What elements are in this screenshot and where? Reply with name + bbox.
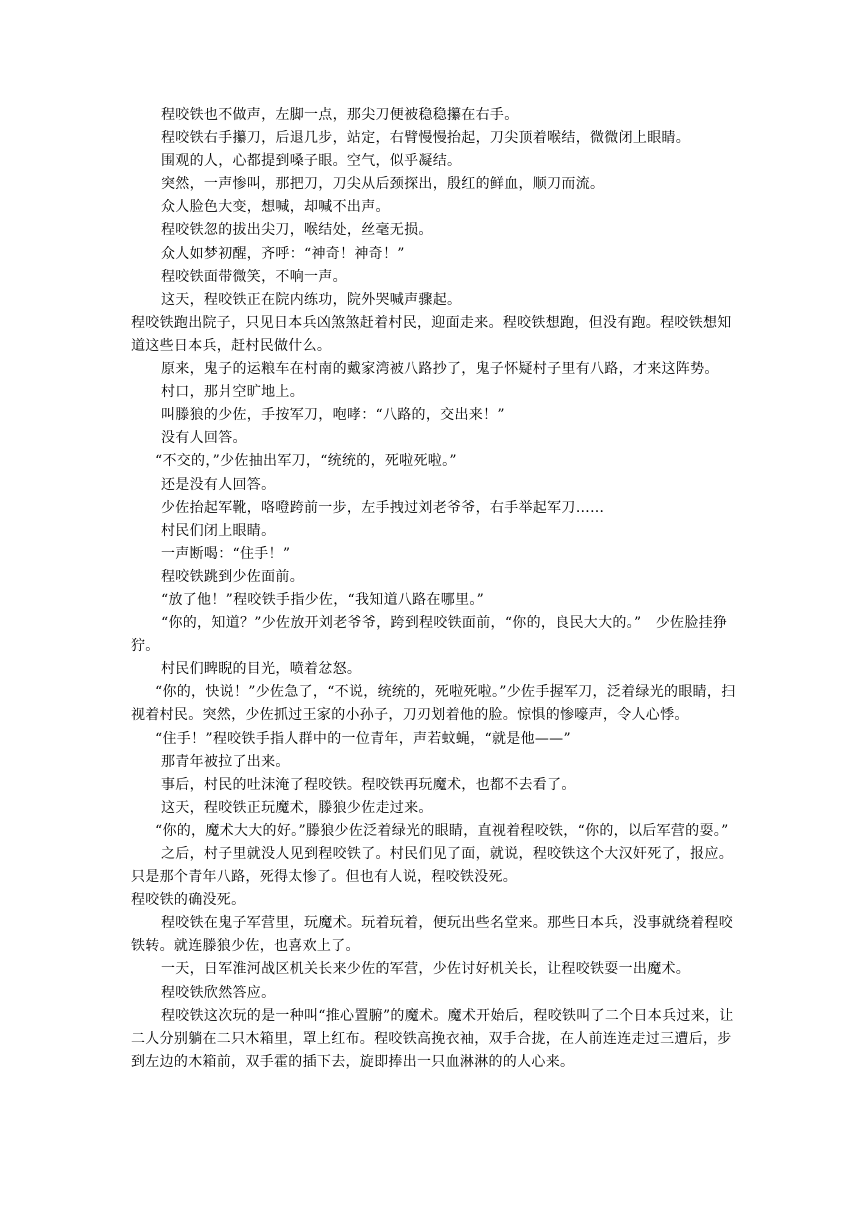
paragraph: 那青年被拉了出来。 bbox=[161, 753, 290, 770]
paragraph: 村民们睥睨的目光，喷着忿怒。 bbox=[161, 661, 362, 678]
paragraph: “住手！”程咬铁手指人群中的一位青年，声若蚊蝇，“就是他——” bbox=[155, 730, 571, 747]
paragraph: 程咬铁跳到少佐面前。 bbox=[161, 568, 304, 585]
paragraph: 众人脸色大变，想喊，却喊不出声。 bbox=[161, 199, 390, 216]
paragraph: 叫滕狼的少佐，手按军刀，咆哮：“八路的，交出来！” bbox=[161, 407, 505, 424]
paragraph: 突然，一声惨叫，那把刀，刀尖从后颈探出，殷红的鲜血，顺刀而流。 bbox=[161, 176, 605, 193]
paragraph: 没有人回答。 bbox=[161, 430, 247, 447]
paragraph: 原来，鬼子的运粮车在村南的戴家湾被八路抄了，鬼子怀疑村子里有八路，才来这阵势。 bbox=[161, 361, 719, 378]
paragraph: 程咬铁这次玩的是一种叫“推心置腑”的魔术。魔术开始后，程咬铁叫了二个日本兵过来，让二人分别躺在二只木箱里，罩上红布。程咬铁高挽衣袖，双手合拢，在人前连连走过三遭后，步到左边的木箱前，双手霍的插下去，旋即捧出一只血淋淋的的人心来。 bbox=[131, 1007, 734, 1070]
paragraph: 程咬铁的确没死。 bbox=[131, 892, 246, 909]
paragraph: 之后，村子里就没人见到程咬铁了。村民们见了面，就说，程咬铁这个大汉奸死了，报应。只是那个青年八路，死得太惨了。但也有人说，程咬铁没死。 bbox=[131, 846, 733, 886]
paragraph: 这天，程咬铁正在院内练功，院外哭喊声骤起。 bbox=[161, 291, 462, 308]
paragraph: 还是没有人回答。 bbox=[161, 476, 276, 493]
paragraph: 众人如梦初醒，齐呼：“神奇！神奇！” bbox=[161, 245, 405, 262]
paragraph: 程咬铁也不做声，左脚一点，那尖刀便被稳稳攥在右手。 bbox=[161, 107, 519, 123]
paragraph: 事后，村民的吐沫淹了程咬铁。程咬铁再玩魔术，也都不去看了。 bbox=[161, 776, 576, 793]
paragraph: 围观的人，心都提到嗓子眼。空气，似乎凝结。 bbox=[161, 153, 462, 170]
paragraph: 程咬铁在鬼子军营里，玩魔术。玩着玩着，便玩出些名堂来。那些日本兵，没事就绕着程咬铁转。就连滕狼少佐，也喜欢上了。 bbox=[131, 915, 733, 955]
paragraph: 一天，日军淮河战区机关长来少佐的军营，少佐讨好机关长，让程咬铁耍一出魔术。 bbox=[161, 961, 691, 978]
paragraph: 程咬铁忽的拔出尖刀，喉结处，丝毫无损。 bbox=[161, 222, 433, 239]
paragraph: “放了他！”程咬铁手指少佐，“我知道八路在哪里。” bbox=[161, 591, 485, 608]
paragraph: 程咬铁欣然答应。 bbox=[161, 984, 276, 1001]
paragraph: 村口，那爿空旷地上。 bbox=[161, 384, 304, 401]
paragraph: 程咬铁跑出院子，只见日本兵凶煞煞赶着村民，迎面走来。程咬铁想跑，但没有跑。程咬铁想知道这些日本兵，赶村民做什么。 bbox=[131, 314, 732, 354]
paragraph: “不交的，”少佐抽出军刀，“统统的，死啦死啦。” bbox=[155, 453, 457, 470]
paragraph: 少佐抬起军靴，咯噔跨前一步，左手拽过刘老爷爷，右手举起军刀…… bbox=[161, 499, 605, 516]
paragraph: “你的，快说！”少佐急了，“不说，统统的，死啦死啦。”少佐手握军刀，泛着绿光的眼睛，扫视着村民。突然，少佐抓过王家的小孙子，刀刃划着他的脸。惊惧的惨嚎声，令人心悸。 bbox=[131, 684, 736, 724]
paragraph: 村民们闭上眼睛。 bbox=[161, 522, 276, 539]
paragraph: “你的，魔术大大的好。”滕狼少佐泛着绿光的眼睛，直视着程咬铁，“你的，以后军营的耍。” bbox=[155, 822, 729, 839]
paragraph: 程咬铁右手攥刀，后退几步，站定，右臂慢慢抬起，刀尖顶着喉结，微微闭上眼睛。 bbox=[161, 130, 691, 147]
paragraph: 一声断喝：“住手！” bbox=[161, 545, 291, 562]
paragraph: 这天，程咬铁正玩魔术，滕狼少佐走过来。 bbox=[161, 799, 433, 816]
paragraph: 程咬铁面带微笑，不响一声。 bbox=[161, 268, 347, 285]
paragraph: “你的，知道？”少佐放开刘老爷爷，跨到程咬铁面前，“你的，良民大大的。” 少佐脸挂狰狞。 bbox=[131, 615, 728, 655]
